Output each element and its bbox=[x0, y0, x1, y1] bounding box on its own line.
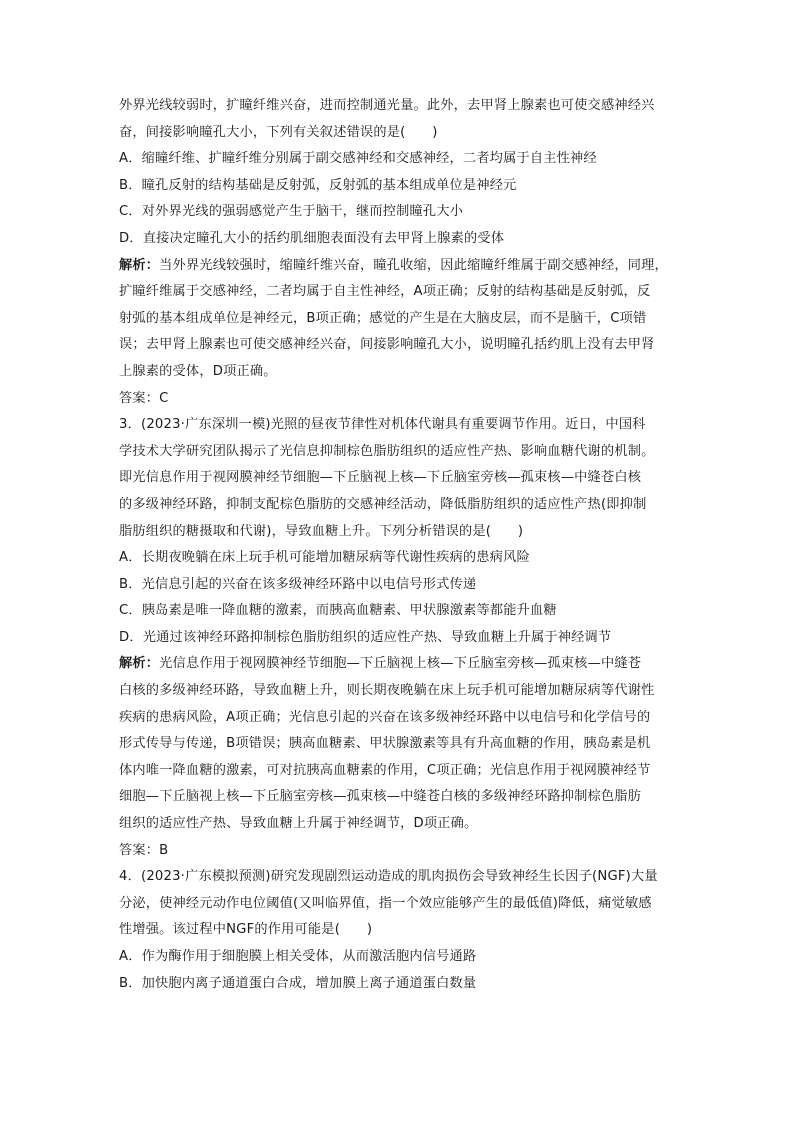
q2-analysis bbox=[119, 253, 685, 386]
q3-analysis bbox=[119, 651, 685, 837]
q3-stem-line-5: 脂肪组织的糖摄取和代谢)，导致血糖上升。下列分析错误的是( ) bbox=[119, 523, 524, 539]
q3-stem-line-2: 学技术大学研究团队揭示了光信息抑制棕色脂肪组织的适应性产热、影响血糖代谢的机制。 bbox=[119, 443, 655, 459]
q2-answer: 答案：C bbox=[119, 390, 169, 406]
q2-option-a: A．缩瞳纤维、扩瞳纤维分别属于副交感神经和交感神经，二者均属于自主性神经 bbox=[119, 151, 597, 167]
q3-analysis-line-4: 形式传导与传递，B项错误；胰高血糖素、甲状腺激素等具有升高血糖的作用，胰岛素是机 bbox=[119, 736, 651, 752]
q4-stem-line-2: 分泌，使神经元动作电位阈值(又叫临界值，指一个效应能够产生的最低值)降低，痛觉敏感 bbox=[119, 895, 652, 911]
q3-stem bbox=[119, 412, 685, 545]
q3-stem-line-4: 的多级神经环路，抑制支配棕色脂肪的交感神经活动，降低脂肪组织的适应性产热(即抑制 bbox=[119, 496, 647, 512]
q3-stem-line-3: 即光信息作用于视网膜神经节细胞—下丘脑视上核—下丘脑室旁核—孤束核—中缝苍白核 bbox=[119, 470, 642, 486]
q3-answer: 答案：B bbox=[119, 842, 169, 858]
q2-analysis-line-4: 误；去甲肾上腺素也可使交感神经兴奋，间接影响瞳孔大小，说明瞳孔括约肌上没有去甲肾 bbox=[119, 337, 655, 353]
q2-options bbox=[119, 146, 685, 252]
q4-stem-line-3: 性增强。该过程中NGF的作用可能是( ) bbox=[119, 922, 373, 938]
q2-analysis-line-1 bbox=[119, 253, 685, 280]
page-content bbox=[119, 93, 685, 997]
q2-stem-line-1: 外界光线较弱时，扩瞳纤维兴奋，进而控制通光量。此外，去甲肾上腺素也可使交感神经兴 bbox=[119, 98, 655, 113]
q4-stem bbox=[119, 864, 685, 944]
q3-analysis-label: 解析： bbox=[119, 656, 160, 672]
q3-analysis-line-7: 组织的适应性产热、导致血糖上升属于神经调节，D项正确。 bbox=[119, 816, 478, 832]
q2-analysis-line-5: 上腺素的受体，D项正确。 bbox=[119, 363, 277, 379]
q2-analysis-line-2: 扩瞳纤维属于交感神经，二者均属于自主性神经，A项正确；反射的结构基础是反射弧，反 bbox=[119, 284, 651, 300]
q3-option-a: A．长期夜晚躺在床上玩手机可能增加糖尿病等代谢性疾病的患病风险 bbox=[119, 550, 530, 566]
q4-option-b: B．加快胞内离子通道蛋白合成，增加膜上离子通道蛋白数量 bbox=[119, 975, 477, 991]
q3-options bbox=[119, 545, 685, 651]
q2-analysis-text-1: 当外界光线较强时，缩瞳纤维兴奋，瞳孔收缩，因此缩瞳纤维属于副交感神经，同理， bbox=[159, 257, 668, 273]
q3-option-b: B．光信息引起的兴奋在该多级神经环路中以电信号形式传递 bbox=[119, 576, 477, 592]
q2-analysis-line-3: 射弧的基本组成单位是神经元，B项正确；感觉的产生是在大脑皮层，而不是脑干，C项错 bbox=[119, 310, 647, 326]
q3-analysis-line-3: 疾病的患病风险，A项正确；光信息引起的兴奋在该多级神经环路中以电信号和化学信号的 bbox=[119, 709, 651, 725]
q3-stem-line-1: 3．(2023·广东深圳一模)光照的昼夜节律性对机体代谢具有重要调节作用。近日，中国科 bbox=[119, 417, 646, 433]
q3-analysis-line-5: 体内唯一降血糖的激素，可对抗胰高血糖素的作用，C项正确；光信息作用于视网膜神经节 bbox=[119, 762, 651, 778]
q2-stem bbox=[119, 93, 685, 146]
q3-analysis-line-1 bbox=[119, 651, 685, 678]
q2-option-d: D．直接决定瞳孔大小的括约肌细胞表面没有去甲肾上腺素的受体 bbox=[119, 230, 505, 246]
q2-analysis-label: 解析： bbox=[119, 257, 160, 273]
q2-option-c: C．对外界光线的强弱感觉产生于脑干，继而控制瞳孔大小 bbox=[119, 204, 464, 220]
q4-stem-line-1: 4．(2023·广东模拟预测)研究发现剧烈运动造成的肌肉损伤会导致神经生长因子(NGF)大量 bbox=[119, 869, 658, 885]
q3-analysis-line-2: 白核的多级神经环路，导致血糖上升，则长期夜晚躺在床上玩手机可能增加糖尿病等代谢性 bbox=[119, 683, 655, 699]
q3-analysis-line-6: 细胞—下丘脑视上核—下丘脑室旁核—孤束核—中缝苍白核的多级神经环路抑制棕色脂肪 bbox=[119, 789, 642, 805]
q2-option-b: B．瞳孔反射的结构基础是反射弧，反射弧的基本组成单位是神经元 bbox=[119, 177, 517, 193]
q4-option-a: A．作为酶作用于细胞膜上相关受体，从而激活胞内信号通路 bbox=[119, 949, 477, 964]
q3-analysis-text-1: 光信息作用于视网膜神经节细胞—下丘脑视上核—下丘脑室旁核—孤束核—中缝苍 bbox=[159, 656, 642, 672]
q3-option-d: D．光通过该神经环路抑制棕色脂肪组织的适应性产热、导致血糖上升属于神经调节 bbox=[119, 629, 612, 645]
q3-option-c: C．胰岛素是唯一降血糖的激素，而胰高血糖素、甲状腺激素等都能升血糖 bbox=[119, 603, 557, 619]
q2-stem-line-2: 奋，间接影响瞳孔大小，下列有关叙述错误的是( ) bbox=[119, 124, 438, 140]
q4-options bbox=[119, 944, 685, 997]
